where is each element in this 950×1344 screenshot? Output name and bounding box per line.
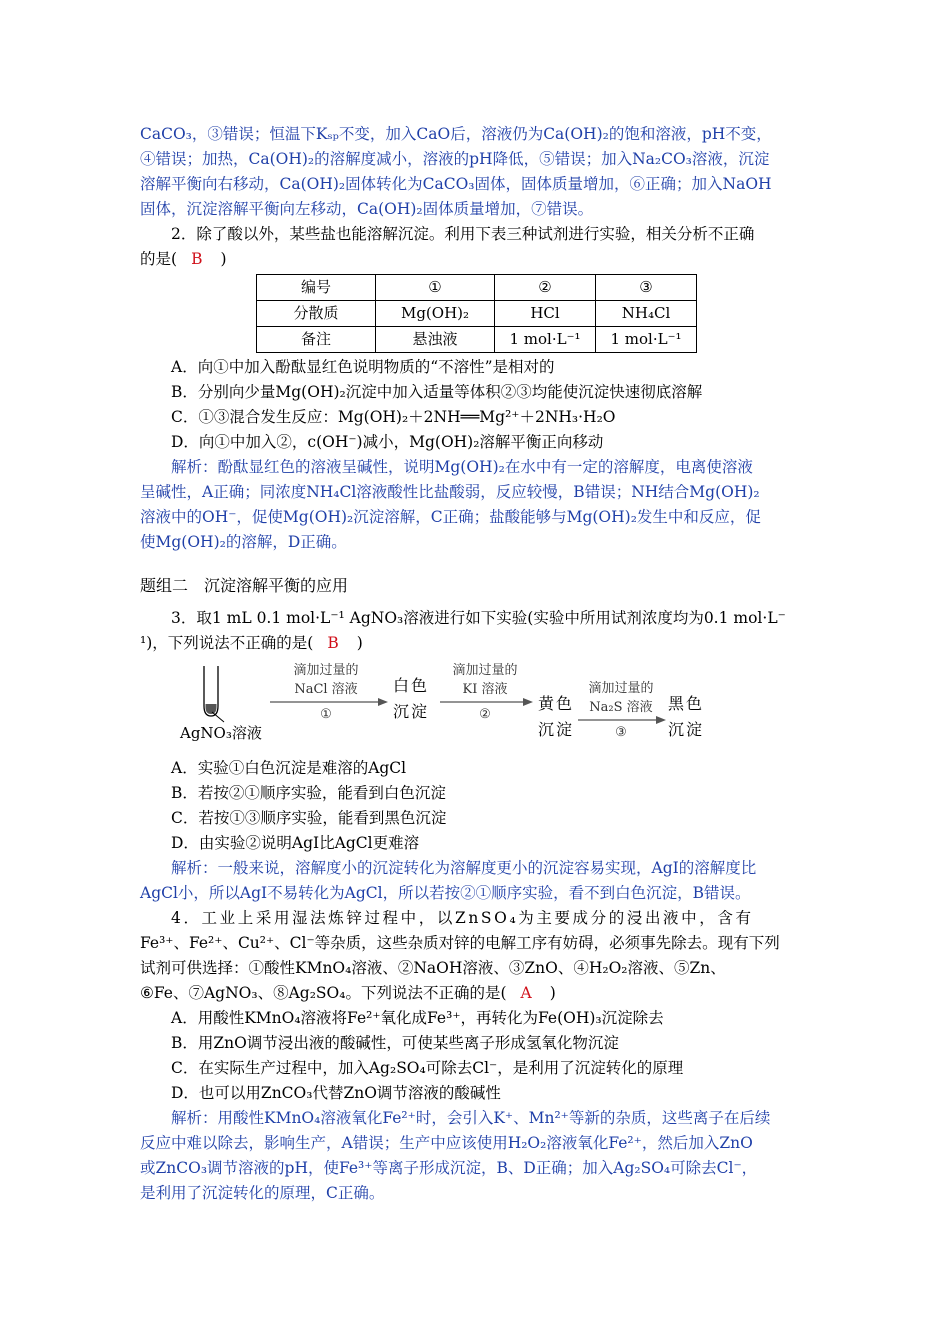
table-cell: 编号 [257,275,376,301]
step3-reagent: Na₂S 溶液 [589,700,653,715]
solution [140,856,812,906]
table-cell: ③ [596,275,697,301]
table-cell: Mg(OH)₂ [376,301,495,327]
question-stem: 4．工业上采用湿法炼锌过程中，以ZnSO₄为主要成分的浸出液中，含有 [171,909,754,927]
question-stem: 3．取1 mL 0.1 mol·L⁻¹ AgNO₃溶液进行如下实验(实验中所用试剂浓度均为0.1 mol·L⁻ [171,609,786,627]
table-row [257,327,697,353]
table-cell: NH₄Cl [596,301,697,327]
table-row [257,301,697,327]
answer-mark: B [327,634,339,652]
option-a: A．向①中加入酚酞显红色说明物质的“不溶性”是相对的 [171,358,555,376]
question-stem-end: ⑥Fe、⑦AgNO₃、⑧Ag₂SO₄。下列说法不正确的是( A ) [140,984,556,1002]
white-precipitate-2: 沉淀 [393,702,430,721]
yellow-precipitate-1: 黄色 [538,694,575,713]
solution-line: CaCO₃，③错误；恒温下Kₛₚ不变，加入CaO后，溶液仍为Ca(OH)₂的饱和溶液，pH不变， [140,125,772,143]
solution-line: 溶液中的OH⁻，促使Mg(OH)₂沉淀溶解，C正确；盐酸能够与Mg(OH)₂发生中和反应，促 [140,508,761,526]
step2-reagent: KI 溶液 [462,682,508,697]
option-d: D．由实验②说明AgI比AgCl更难溶 [171,834,420,852]
question-stem: Fe³⁺、Fe²⁺、Cu²⁺、Cl⁻等杂质，这些杂质对锌的电解工序有妨碍，必须事先除去。现有下列 [140,934,780,952]
black-precipitate-2: 沉淀 [668,720,705,739]
table-cell: HCl [495,301,596,327]
intro-solution [140,122,812,222]
solution-line: 使Mg(OH)₂的溶解，D正确。 [140,533,347,551]
question-3 [140,606,812,906]
table-cell: 备注 [257,327,376,353]
solution-line: AgCl小，所以AgI不易转化为AgCl，所以若按②①顺序实验，看不到白色沉淀，B错误。 [140,884,751,902]
step1-number: ① [320,707,332,722]
question-4 [140,906,812,1206]
step3-top: 滴加过量的 [588,681,654,696]
question-stem-end: 的是( B ) [140,250,227,268]
question-2 [140,222,812,555]
step2-number: ② [479,707,491,722]
section-title: 题组二 沉淀溶解平衡的应用 [140,576,349,595]
solution [140,1106,812,1206]
experiment-diagram [178,660,812,752]
option-c: C．若按①③顺序实验，能看到黑色沉淀 [171,809,447,827]
table-cell: 1 mol·L⁻¹ [596,327,697,353]
option-a: A．用酸性KMnO₄溶液将Fe²⁺氧化成Fe³⁺，再转化为Fe(OH)₃沉淀除去 [171,1009,664,1027]
yellow-precipitate-2: 沉淀 [538,720,575,739]
question-stem: 2．除了酸以外，某些盐也能溶解沉淀。利用下表三种试剂进行实验，相关分析不正确 [171,225,755,243]
page-content [140,122,812,1206]
answer-mark: B [191,250,203,268]
step1-reagent: NaCl 溶液 [294,682,358,697]
step3-number: ③ [615,725,627,740]
option-b: B．若按②①顺序实验，能看到白色沉淀 [171,784,446,802]
table-cell: 1 mol·L⁻¹ [495,327,596,353]
white-precipitate-1: 白色 [393,676,430,695]
solution-line: 固体，沉淀溶解平衡向左移动，Ca(OH)₂固体质量增加，⑦错误。 [140,200,594,218]
table-cell: ② [495,275,596,301]
question-stem: 试剂可供选择：①酸性KMnO₄溶液、②NaOH溶液、③ZnO、④H₂O₂溶液、⑤Zn、 [140,959,726,977]
option-b: B．用ZnO调节浸出液的酸碱性，可使某些离子形成氢氧化物沉淀 [171,1034,619,1052]
option-d: D．也可以用ZnCO₃代替ZnO调节溶液的酸碱性 [171,1084,501,1102]
table-cell: ① [376,275,495,301]
option-c: C．①③混合发生反应：Mg(OH)₂＋2NH══Mg²⁺＋2NH₃·H₂O [171,408,616,426]
solution-line: 是利用了沉淀转化的原理，C正确。 [140,1184,385,1202]
option-a: A．实验①白色沉淀是难溶的AgCl [171,759,407,777]
option-d: D．向①中加入②，c(OH⁻)减小，Mg(OH)₂溶解平衡正向移动 [171,433,604,451]
table-cell: 分散质 [257,301,376,327]
solution-line: 溶解平衡向右移动，Ca(OH)₂固体转化为CaCO₃固体，固体质量增加，⑥正确；加入NaOH [140,175,772,193]
solution-line: 解析：酚酞显红色的溶液呈碱性，说明Mg(OH)₂在水中有一定的溶解度，电离使溶液 [171,458,753,476]
solution-line: ④错误；加热，Ca(OH)₂的溶解度减小，溶液的pH降低，⑤错误；加入Na₂CO₃溶液，沉淀 [140,150,770,168]
tube-label: AgNO₃溶液 [180,724,262,742]
solution [140,455,812,555]
answer-mark: A [520,984,532,1002]
option-c: C．在实际生产过程中，加入Ag₂SO₄可除去Cl⁻，是利用了沉淀转化的原理 [171,1059,684,1077]
black-precipitate-1: 黑色 [668,694,705,713]
step1-top: 滴加过量的 [293,663,359,678]
solution-line: 解析：一般来说，溶解度小的沉淀转化为溶解度更小的沉淀容易实现，AgI的溶解度比 [171,859,757,877]
solution-line: 解析：用酸性KMnO₄溶液氧化Fe²⁺时，会引入K⁺、Mn²⁺等新的杂质，这些离子在后续 [171,1109,771,1127]
question-stem-end: ¹)，下列说法不正确的是( B ) [140,634,363,652]
solution-line: 或ZnCO₃调节溶液的pH，使Fe³⁺等离子形成沉淀，B、D正确；加入Ag₂SO₄可除去Cl⁻， [140,1159,758,1177]
step2-top: 滴加过量的 [452,663,518,678]
option-b: B．分别向少量Mg(OH)₂沉淀中加入适量等体积②③均能使沉淀快速彻底溶解 [171,383,703,401]
reagent-table [256,274,697,353]
solution-line: 反应中难以除去，影响生产，A错误；生产中应该使用H₂O₂溶液氧化Fe²⁺，然后加入ZnO [140,1134,753,1152]
solution-line: 呈碱性，A正确；同浓度NH₄Cl溶液酸性比盐酸弱，反应较慢，B错误；NH结合Mg(OH)₂ [140,483,760,501]
table-row [257,275,697,301]
table-cell: 悬浊液 [376,327,495,353]
